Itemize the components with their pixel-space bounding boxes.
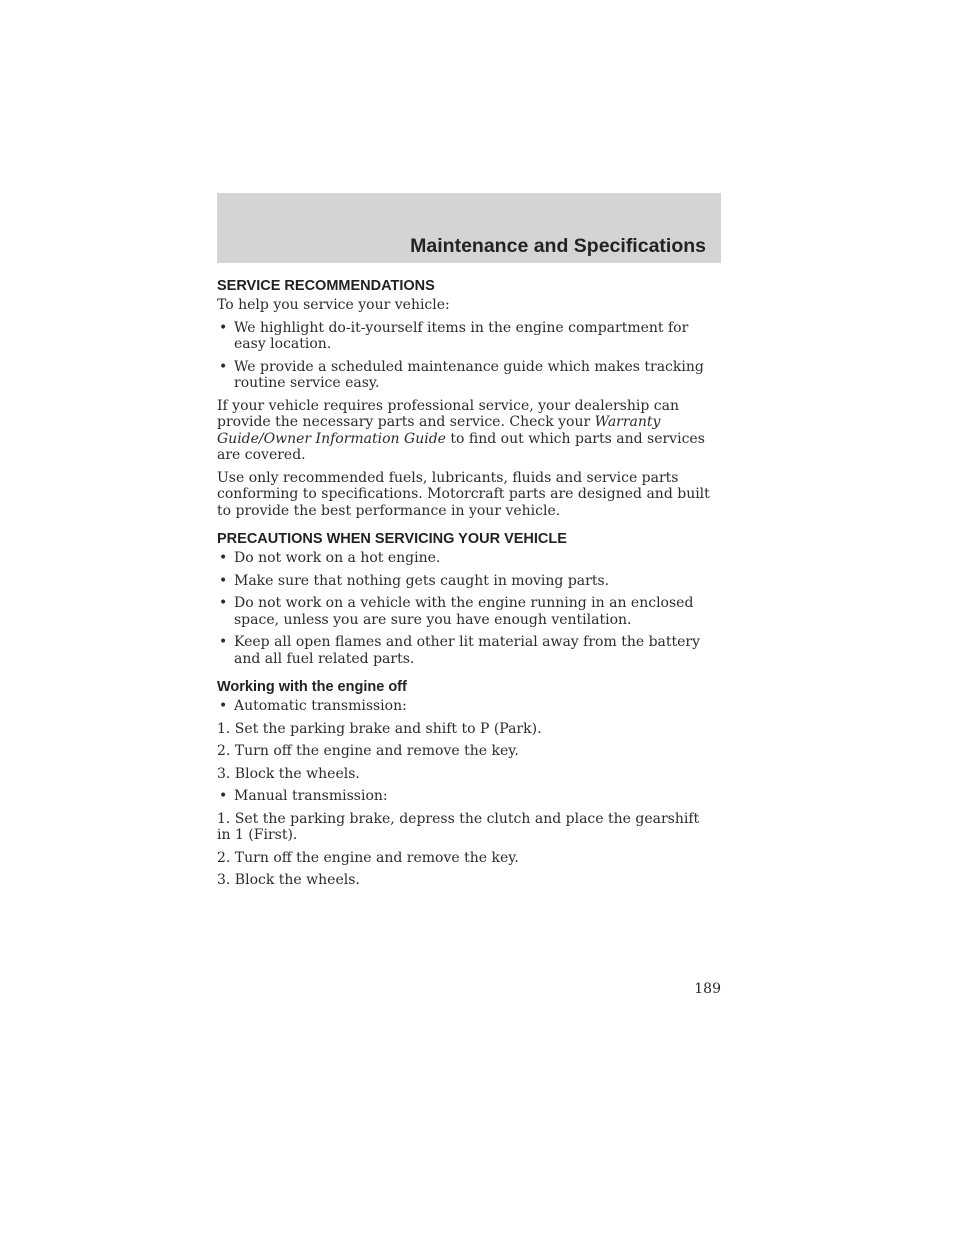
section-title: Maintenance and Specifications: [410, 235, 706, 257]
page-number: 189: [694, 981, 721, 997]
section-header-band: [217, 193, 721, 263]
list-item: [217, 359, 717, 392]
paragraph-text: to find out which parts and services are covered.: [217, 430, 705, 463]
bullet-icon: •: [219, 319, 228, 336]
list-item: [217, 550, 717, 567]
bullet-icon: •: [219, 550, 228, 566]
precautions-heading: PRECAUTIONS WHEN SERVICING YOUR VEHICLE: [217, 531, 567, 547]
bullet-icon: •: [219, 595, 228, 611]
step-item: 1. Set the parking brake and shift to P (Park).: [217, 720, 542, 737]
list-item: [217, 320, 717, 353]
page-content: [217, 276, 717, 895]
list-item-text: Do not work on a hot engine.: [234, 550, 441, 566]
bullet-icon: •: [219, 698, 228, 714]
list-item: [217, 595, 717, 628]
step-item: 3. Block the wheels.: [217, 872, 360, 888]
step-item: 1. Set the parking brake, depress the clutch and place the gearshift in 1 (First).: [217, 810, 700, 843]
engine-off-heading: Working with the engine off: [217, 679, 407, 695]
list-item-text: Keep all open flames and other lit material away from the battery and all fuel related parts.: [234, 634, 701, 667]
paragraph-text: If your vehicle requires professional service, your dealership can provide the necessary parts and service. Check your: [217, 397, 679, 430]
warranty-guide-reference: Warranty Guide/Owner Information Guide: [217, 414, 661, 447]
manual-transmission-label: Manual transmission:: [234, 788, 388, 804]
list-item: [217, 788, 717, 805]
automatic-transmission-label: Automatic transmission:: [234, 698, 407, 714]
list-item-text: We provide a scheduled maintenance guide which makes tracking routine service easy.: [234, 358, 704, 391]
list-item-text: Do not work on a vehicle with the engine running in an enclosed space, unless you are sure you have enough ventilation.: [234, 595, 694, 628]
step-item: 3. Block the wheels.: [217, 765, 360, 782]
bullet-icon: •: [219, 788, 228, 804]
list-item-text: We highlight do-it-yourself items in the engine compartment for easy location.: [234, 319, 689, 352]
step-item: 2. Turn off the engine and remove the key.: [217, 743, 519, 759]
list-item: [217, 573, 717, 590]
list-item: [217, 698, 717, 715]
step-item: 2. Turn off the engine and remove the key.: [217, 849, 519, 866]
bullet-icon: •: [219, 572, 228, 589]
service-recommendations-heading: SERVICE RECOMMENDATIONS: [217, 278, 435, 294]
list-item: [217, 634, 717, 667]
bullet-icon: •: [219, 358, 228, 375]
list-item-text: Make sure that nothing gets caught in moving parts.: [234, 572, 610, 589]
service-intro: To help you service your vehicle:: [217, 297, 450, 313]
professional-service-paragraph: [217, 398, 717, 464]
bullet-icon: •: [219, 634, 228, 650]
recommended-parts-paragraph: Use only recommended fuels, lubricants, fluids and service parts conforming to specifications. Motorcraft parts are designed and built to provide the best performance in your vehicle.: [217, 469, 710, 519]
